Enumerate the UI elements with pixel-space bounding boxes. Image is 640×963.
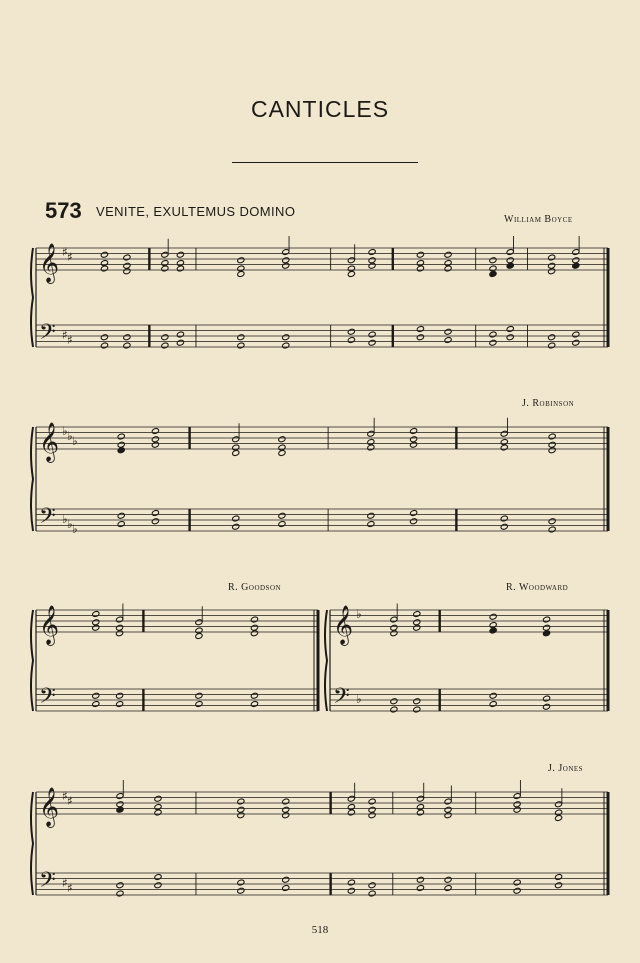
svg-text:♭: ♭ [72,434,78,448]
svg-text:♭: ♭ [62,424,68,438]
svg-text:𝄞: 𝄞 [39,605,60,645]
composer-woodward: R. Woodward [506,582,569,593]
svg-text:♭: ♭ [356,692,362,706]
svg-text:♯: ♯ [62,245,68,259]
hymn-number: 573 [45,198,82,223]
svg-text:♭: ♭ [67,517,73,531]
staff-system-3-right [325,604,608,715]
svg-text:♭: ♭ [62,512,68,526]
composer-goodson: R. Goodson [228,582,282,593]
svg-text:𝄢: 𝄢 [39,320,56,350]
svg-text:𝄢: 𝄢 [39,868,56,898]
hymn-title: VENITE, EXULTEMUS DOMINO [96,204,296,219]
svg-text:𝄞: 𝄞 [39,243,60,283]
svg-text:♭: ♭ [356,607,362,621]
svg-text:♯: ♯ [67,881,73,895]
svg-text:𝄞: 𝄞 [39,422,60,462]
staff-system-1 [31,236,608,350]
svg-text:𝄢: 𝄢 [39,684,56,714]
svg-text:♯: ♯ [67,250,73,264]
svg-text:♭: ♭ [67,429,73,443]
page-number: 518 [311,924,329,936]
staff-system-4 [31,780,608,898]
staff-system-2 [31,418,608,536]
svg-text:𝄢: 𝄢 [333,684,350,714]
svg-text:♭: ♭ [72,522,78,536]
svg-text:♯: ♯ [67,333,73,347]
composer-boyce: William Boyce [504,214,573,225]
svg-text:𝄞: 𝄞 [333,605,354,645]
svg-text:𝄢: 𝄢 [39,504,56,534]
svg-text:♯: ♯ [62,876,68,890]
svg-text:♯: ♯ [67,794,73,808]
composer-jones: J. Jones [548,763,584,774]
svg-text:𝄞: 𝄞 [39,787,60,827]
svg-text:♯: ♯ [62,789,68,803]
composer-robinson: J. Robinson [522,398,575,409]
svg-text:♯: ♯ [62,328,68,342]
staff-system-3-left [31,604,318,715]
section-title: CANTICLES [250,96,390,122]
